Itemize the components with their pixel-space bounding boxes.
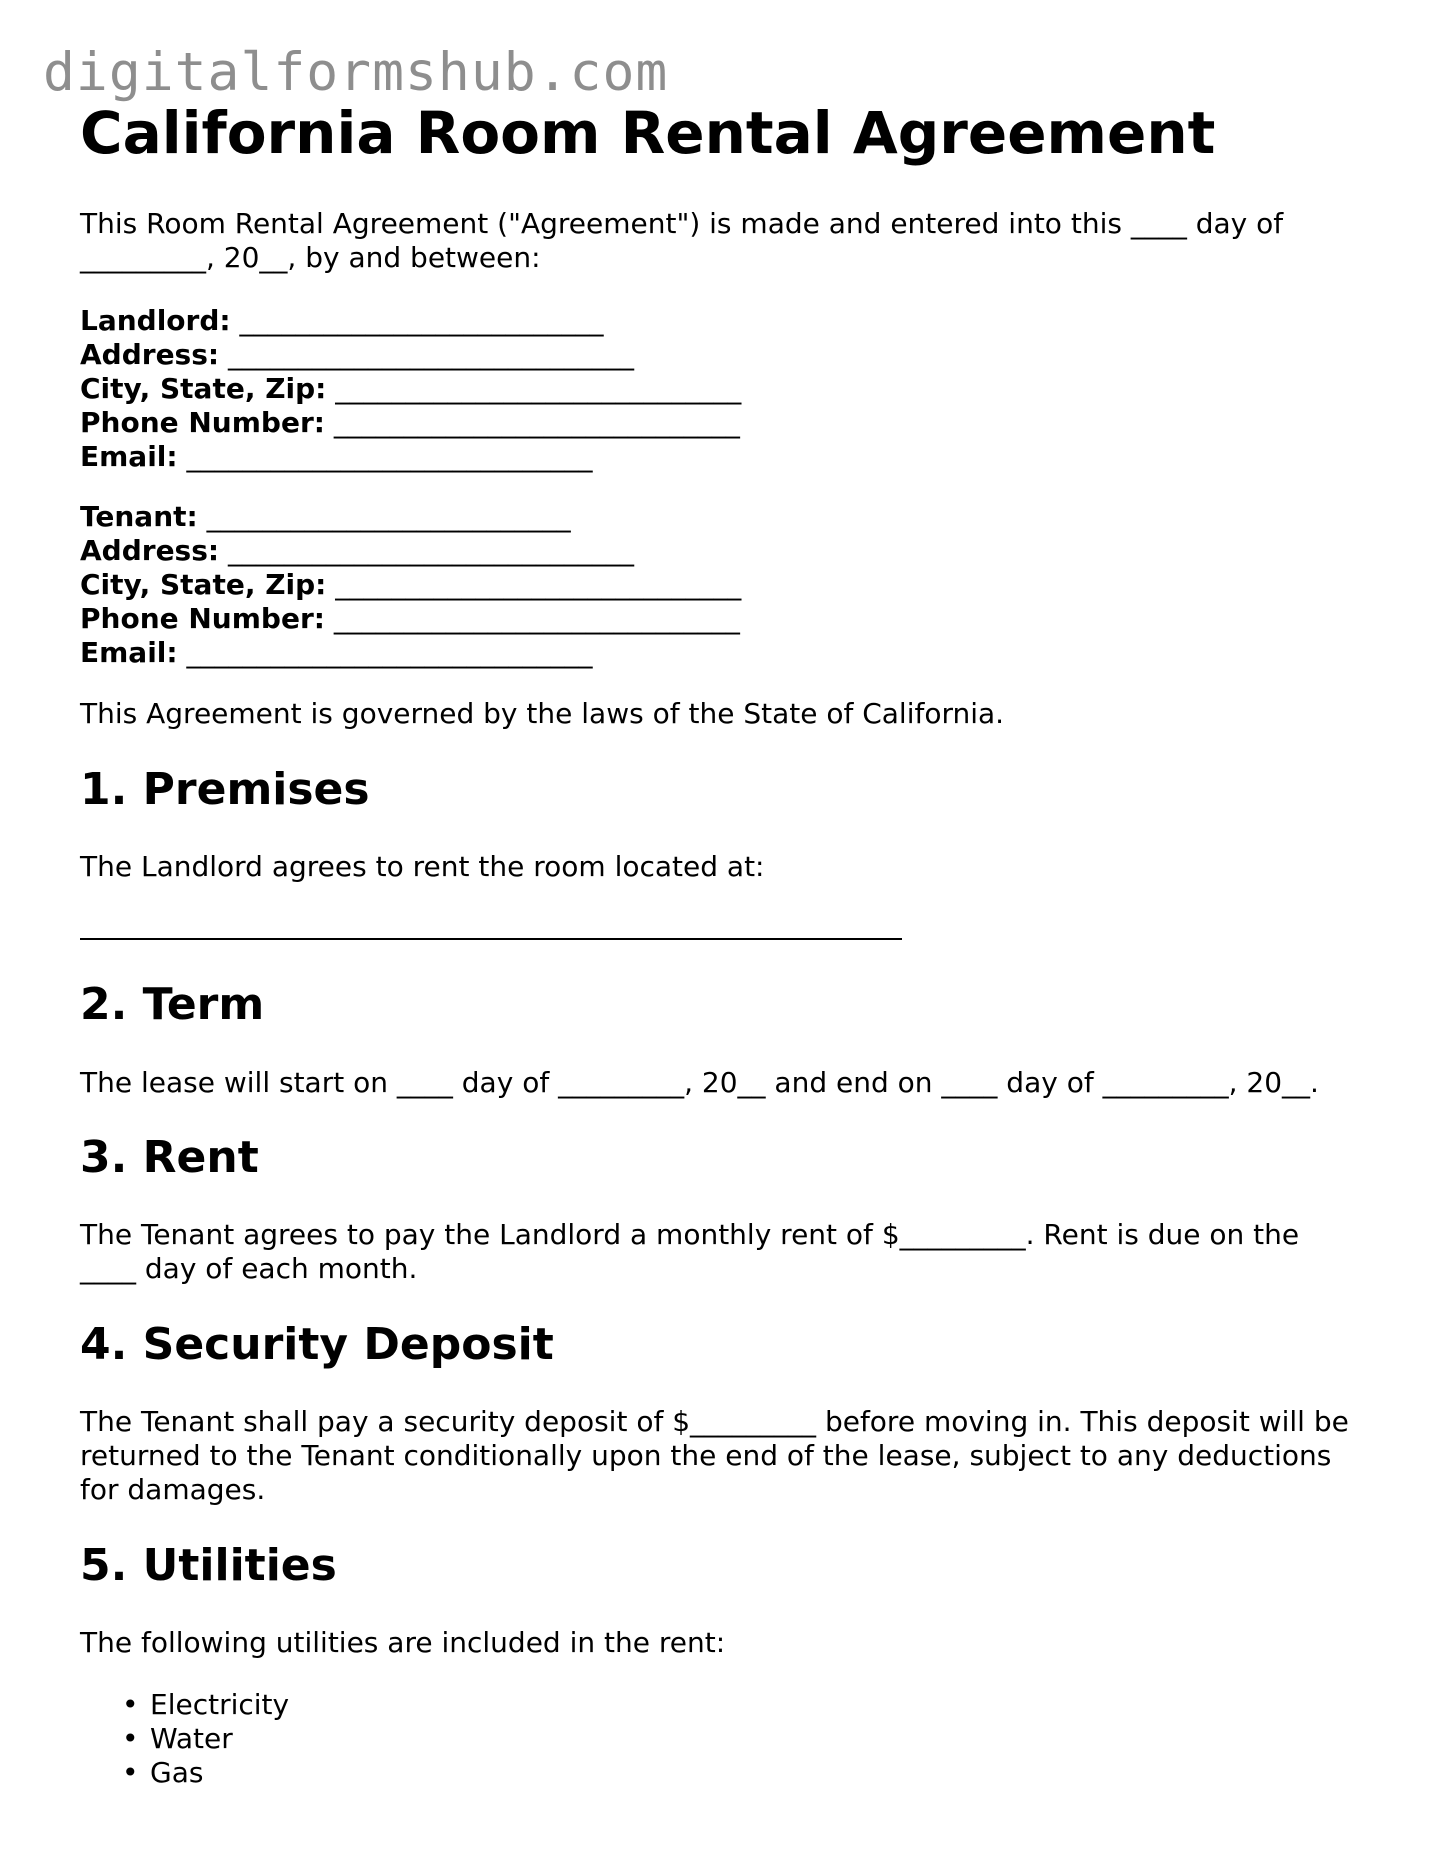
landlord-email-field <box>80 440 741 474</box>
list-item <box>122 1722 289 1756</box>
blank-line: _____________________________ <box>186 636 593 669</box>
bullet-icon: • <box>122 1756 139 1789</box>
field-label: City, State, Zip: <box>80 568 327 601</box>
field-label: Email: <box>80 636 178 669</box>
security-deposit-text: The Tenant shall pay a security deposit of $_________ before moving in. This deposit will be returned to the Tenant conditionally upon the end of the lease, subject to any deductions for damages. <box>80 1405 1349 1506</box>
utility-label: Gas <box>150 1756 204 1789</box>
section-heading-utilities: 5. Utilities <box>80 1540 337 1591</box>
field-label: Address: <box>80 338 220 371</box>
term-text: The lease will start on ____ day of _________, 20__ and end on ____ day of _________, 20__. <box>80 1066 1319 1099</box>
section-heading-security-deposit: 4. Security Deposit <box>80 1319 554 1370</box>
blank-line: _____________________________ <box>333 406 740 439</box>
blank-line: _____________________________ <box>333 602 740 635</box>
landlord-city-field <box>80 372 741 406</box>
intro-paragraph: This Room Rental Agreement ("Agreement") is made and entered into this ____ day of _________, 20__, by and between: <box>80 207 1284 274</box>
tenant-phone-field <box>80 602 741 636</box>
field-label: Landlord: <box>80 304 231 337</box>
blank-line: __________________________ <box>206 500 571 533</box>
blank-line: _____________________________ <box>228 338 634 371</box>
landlord-fields <box>80 304 741 474</box>
list-item <box>122 1756 289 1790</box>
tenant-address-field <box>80 534 741 568</box>
blank-line: _____________________________ <box>335 372 742 405</box>
document-title: California Room Rental Agreement <box>80 99 1216 167</box>
bullet-icon: • <box>122 1688 139 1721</box>
premises-text: The Landlord agrees to rent the room located at: <box>80 850 765 883</box>
governing-law-text: This Agreement is governed by the laws of the State of California. <box>80 697 1005 730</box>
field-label: Phone Number: <box>80 406 325 439</box>
utilities-text: The following utilities are included in the rent: <box>80 1626 726 1659</box>
field-label: Phone Number: <box>80 602 325 635</box>
tenant-fields <box>80 500 741 670</box>
blank-line: _____________________________ <box>335 568 742 601</box>
blank-line: _____________________________ <box>228 534 634 567</box>
blank-line: _____________________________ <box>186 440 593 473</box>
bullet-icon: • <box>122 1722 139 1755</box>
tenant-city-field <box>80 568 741 602</box>
utility-label: Water <box>150 1722 233 1755</box>
field-label: Email: <box>80 440 178 473</box>
field-label: City, State, Zip: <box>80 372 327 405</box>
premises-address-line <box>80 938 902 940</box>
landlord-name-field <box>80 304 741 338</box>
tenant-email-field <box>80 636 741 670</box>
field-label: Address: <box>80 534 220 567</box>
utility-label: Electricity <box>150 1688 290 1721</box>
list-item <box>122 1688 289 1722</box>
blank-line: __________________________ <box>239 304 604 337</box>
section-heading-rent: 3. Rent <box>80 1132 259 1183</box>
utilities-list <box>122 1688 289 1790</box>
rent-text: The Tenant agrees to pay the Landlord a monthly rent of $_________. Rent is due on the ____ day of each month. <box>80 1218 1300 1285</box>
section-heading-premises: 1. Premises <box>80 764 370 815</box>
landlord-phone-field <box>80 406 741 440</box>
tenant-name-field <box>80 500 741 534</box>
field-label: Tenant: <box>80 500 198 533</box>
section-heading-term: 2. Term <box>80 979 265 1030</box>
watermark: digitalformshub.com <box>43 42 669 103</box>
landlord-address-field <box>80 338 741 372</box>
